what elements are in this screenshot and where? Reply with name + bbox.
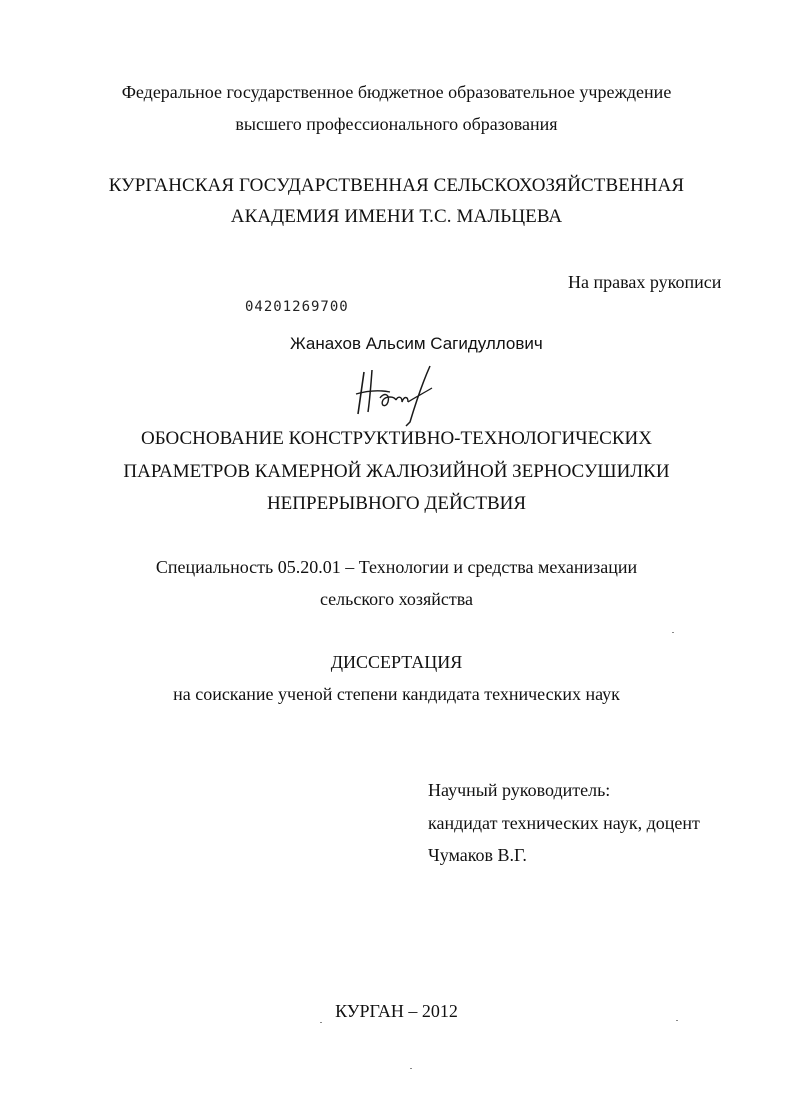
scan-speck	[410, 1068, 412, 1069]
org-line-1: Федеральное государственное бюджетное образовательное учреждение	[121, 82, 672, 102]
scan-speck	[672, 632, 674, 633]
title-line-2: ПАРАМЕТРОВ КАМЕРНОЙ ЖАЛЮЗИЙНОЙ ЗЕРНОСУШИЛКИ	[123, 461, 670, 482]
author-name: Жанахов Альсим Сагидуллович	[290, 334, 543, 353]
dissertation-label: ДИССЕРТАЦИЯ	[330, 652, 463, 672]
title-line-1: ОБОСНОВАНИЕ КОНСТРУКТИВНО-ТЕХНОЛОГИЧЕСКИХ	[141, 428, 652, 449]
scan-speck	[320, 1022, 322, 1023]
specialty-line-2: сельского хозяйства	[319, 589, 474, 609]
title-line-3: НЕПРЕРЫВНОГО ДЕЙСТВИЯ	[266, 493, 527, 514]
academy-line-1: КУРГАНСКАЯ ГОСУДАРСТВЕННАЯ СЕЛЬСКОХОЗЯЙСТВЕННАЯ	[108, 175, 685, 196]
signature-icon	[350, 364, 440, 428]
registration-number: 04201269700	[245, 299, 349, 315]
city-year: КУРГАН – 2012	[335, 1001, 458, 1021]
supervisor-name: Чумаков В.Г.	[428, 845, 527, 865]
dissertation-purpose: на соискание ученой степени кандидата технических наук	[173, 684, 620, 704]
specialty-line-1: Специальность 05.20.01 – Технологии и средства механизации	[155, 557, 638, 577]
org-line-2: высшего профессионального образования	[235, 114, 558, 134]
rights-note: На правах рукописи	[568, 272, 722, 292]
supervisor-degree: кандидат технических наук, доцент	[428, 813, 700, 833]
scan-speck	[676, 1020, 678, 1021]
academy-line-2: АКАДЕМИЯ ИМЕНИ Т.С. МАЛЬЦЕВА	[230, 206, 563, 227]
supervisor-heading: Научный руководитель:	[428, 780, 611, 800]
